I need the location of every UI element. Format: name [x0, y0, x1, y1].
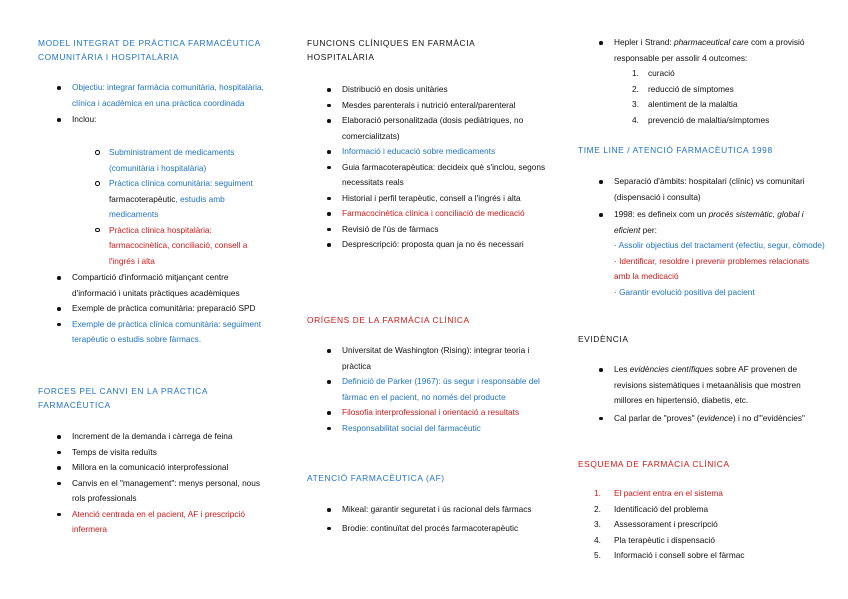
list-item-esquema [594, 517, 824, 533]
ev1-text-b: sobre AF provenen de revisions sistemàtiques i metaanàlisis que mostren millores en hipertensió, diabetis, etc. [614, 364, 801, 405]
sub-item-text-b: farmacoterapèutic [109, 193, 176, 204]
sub-item-clinica-hospitalaria: Pràctica clínica hospitalària: farmacocinètica, conciliació, consell a l'ingrés i alta [109, 223, 269, 270]
list-item-origen: Universitat de Washington (Rising): integrar teoria i pràctica [342, 343, 547, 374]
outcome-text: curació [648, 68, 675, 78]
heading-esquema: ESQUEMA DE FARMÀCIA CLÍNICA [578, 459, 730, 469]
list-item-funcio: Elaboració personalitzada (dosis pediàtriques, no comercialitzats) [342, 113, 547, 144]
list-item-exemple-clinica: Exemple de pràctica clínica comunitària: seguiment terapèutic o estudis sobre fàrmacs. [72, 317, 272, 348]
heading-af: ATENCIÓ FARMACÈUTICA (AF) [307, 473, 445, 483]
list-item-funcio: Farmacocinètica clínica i conciliació de medicació [342, 206, 547, 222]
outcome-number: 2. [632, 83, 639, 94]
list-item-evidencies [614, 362, 826, 409]
heading-origens: ORÍGENS DE LA FARMÀCIA CLÍNICA [307, 315, 470, 325]
list-esquema [594, 486, 824, 564]
tl2-text-em: procés sistemàtic, global i eficient [614, 209, 804, 235]
list-item-outcome [632, 82, 828, 98]
esquema-number: 4. [594, 534, 601, 545]
list-item-esquema [594, 548, 824, 564]
list-model [72, 80, 272, 128]
esquema-number: 3. [594, 519, 601, 529]
list-item-funcio: Historial i perfil terapèutic, consell a l'ingrés i alta [342, 191, 547, 207]
esquema-text: Pla terapèutic i dispensació [614, 534, 716, 545]
timeline-objectius: · Assolir objectius del tractament (efectiu, segur, còmode) [614, 240, 825, 250]
list-origens [342, 343, 547, 436]
heading-model-integrat: MODEL INTEGRAT DE PRÀCTICA FARMACÈUTICA COMUNITÀRIA I HOSPITALÀRIA [38, 38, 261, 62]
esquema-text: El pacient entra en el sistema [614, 488, 723, 498]
list-item-origen: Filosofia interprofessional i orientació a resultats [342, 405, 547, 421]
list-item-hepler [614, 35, 824, 66]
list-funcions [342, 82, 547, 253]
list-item-origen: Responsabilitat social del farmacèutic [342, 421, 547, 437]
outcome-text: reducció de símptomes [648, 83, 734, 94]
list-item-1998 [614, 207, 826, 238]
list-item-comparticio: Compartició d'informació mitjançant centre d'informació i unitats pràctiques acadèmiques [72, 270, 272, 301]
list-item-objectiu: Objectiu: integrar farmàcia comunitària, hospitalària, clínica i acadèmica en una pràctica coordinada [72, 80, 272, 111]
esquema-number: 5. [594, 550, 601, 560]
timeline-identificar: · Identificar, resoldre i prevenir problemes relacionats amb la medicació [614, 255, 810, 281]
list-item-force-3: Millora en la comunicació interprofessional [72, 460, 272, 476]
outcome-number: 4. [632, 114, 639, 125]
list-model-2 [72, 270, 272, 348]
list-item-outcome [632, 97, 828, 113]
heading-forces: FORCES PEL CANVI EN LA PRÀCTICA FARMACÈUTICA [38, 386, 208, 410]
list-item-funcio: Guia farmacoterapèutica: decideix què s'inclou, segons necessitats reals [342, 160, 547, 191]
list-af [342, 502, 547, 536]
list-item-funcio: Revisió de l'ús de fàrmacs [342, 222, 547, 238]
timeline-garantir: · Garantir evolució positiva del pacient [614, 286, 755, 297]
list-item-funcio: Informació i educació sobre medicaments [342, 144, 547, 160]
esquema-text: Identificació del problema [614, 503, 709, 514]
list-item-esquema [594, 533, 824, 549]
ev1-text-a: Les [614, 364, 630, 374]
heading-funcions: FUNCIONS CLÍNIQUES EN FARMÀCIA HOSPITALÀRIA [307, 38, 475, 62]
sublist-inclou [109, 145, 269, 269]
list-item-force-2: Temps de visita reduïts [72, 445, 272, 461]
tl2-text-b: per: [640, 224, 657, 235]
list-item-funcio: Mesdes parenterals i nutrició enteral/parenteral [342, 98, 547, 114]
sub-item-text-c: , estudis amb medicaments [109, 193, 225, 219]
sub-item-clinica-comunitaria [109, 176, 269, 223]
list-item-force-5: Atenció centrada en el pacient, AF i prescripció infermera [72, 507, 272, 538]
heading-timeline: TIME LINE / ATENCIÓ FARMACÈUTICA 1998 [578, 145, 773, 155]
esquema-text: Informació i consell sobre el fàrmac [614, 550, 745, 560]
list-item-outcome [632, 66, 828, 82]
ev1-text-em: evidències científiques [629, 364, 714, 374]
list-item-esquema [594, 502, 824, 518]
list-item-force-4: Canvis en el "management": menys personal, nous rols professionals [72, 476, 272, 507]
sub-item-text-a: Pràctica clínica comunitària: seguiment [109, 178, 253, 188]
esquema-number: 2. [594, 503, 601, 514]
tl2-text-a: 1998: es defineix com un [614, 209, 709, 219]
outcome-number: 3. [632, 99, 639, 109]
list-item-af-mikeal: Mikeal: garantir seguretat i ús racional dels fàrmacs [342, 502, 547, 518]
list-item-proves [614, 411, 826, 427]
esquema-text: Assessorament i prescripció [614, 519, 718, 529]
hepler-text-em: pharmaceutical care [673, 37, 749, 47]
list-item-funcio: Distribució en dosis unitàries [342, 82, 547, 98]
esquema-number: 1. [594, 488, 601, 498]
ev2-text-a: Cal parlar de "proves" ( [614, 412, 700, 423]
hepler-text-a: Hepler i Strand: [614, 37, 674, 47]
list-item-af-brodie: Brodie: continuïtat del procés farmacoterapèutic [342, 521, 547, 537]
list-item-outcome [632, 113, 828, 129]
list-outcomes [632, 66, 828, 128]
outcome-text: prevenció de malaltia/símptomes [648, 114, 770, 125]
list-forces [72, 429, 272, 538]
list-evidencia [614, 362, 826, 426]
ev2-text-b: ) i no d'"evidències" [732, 412, 805, 423]
list-item-separacio: Separació d'àmbits: hospitalari (clínic) vs comunitari (dispensació i consulta) [614, 174, 826, 205]
list-item-exemple-spd: Exemple de pràctica comunitària: preparació SPD [72, 301, 272, 317]
list-item-funcio: Desprescripció: proposta quan ja no és necessari [342, 237, 547, 253]
outcome-number: 1. [632, 68, 639, 78]
list-hepler [614, 35, 824, 66]
list-item-inclou: Inclou: [72, 112, 272, 128]
list-item-esquema [594, 486, 824, 502]
ev2-text-em: evidence [699, 412, 733, 423]
list-item-origen: Definició de Parker (1967): ús segur i responsable del fàrmac en el pacient, no només del producte [342, 374, 547, 405]
heading-evidencia: EVIDÈNCIA [578, 334, 629, 344]
sub-item-subministrament: Subministrament de medicaments (comunitària i hospitalària) [109, 145, 269, 176]
hepler-text-b: com a provisió responsable per assolir 4 outcomes: [614, 37, 805, 63]
list-item-force-1: Increment de la demanda i càrrega de feina [72, 429, 272, 445]
outcome-text: alentiment de la malaltia [648, 99, 738, 109]
list-timeline [614, 174, 826, 300]
